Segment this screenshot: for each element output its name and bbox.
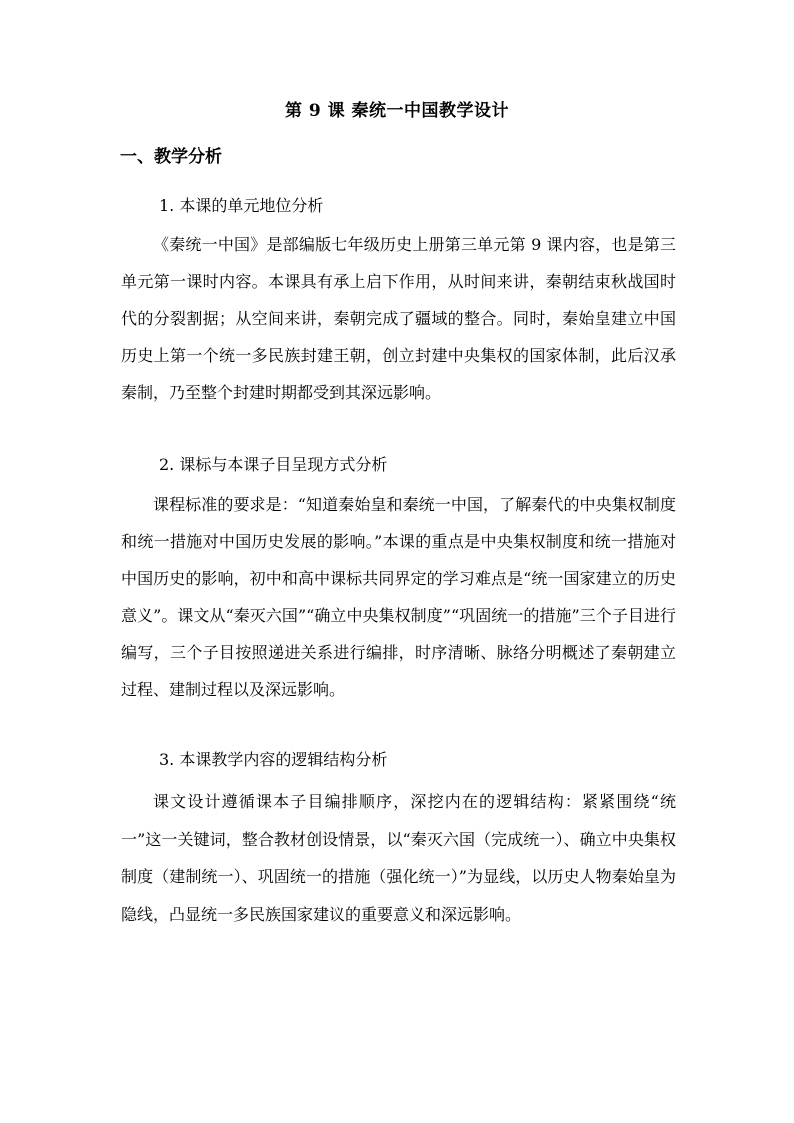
paragraph-curriculum-standard: 课程标准的要求是：“知道秦始皇和秦统一中国，了解秦代的中央集权制度和统一措施对中国历史发展的影响。”本课的重点是中央集权制度和统一措施对中国历史的影响，初中和高中课标共同界定的学习难点是“统一国家建立的历史意义”。课文从“秦灭六国”“确立中央集权制度”“巩固统一的措施”三个子目进行编写，三个子目按照递进关系进行编排，时序清晰、脉络分明概述了秦朝建立过程、建制过程以及深远影响。 (121, 495, 676, 699)
subheading-curriculum-standard: 2. 课标与本课子目呈现方式分析 (159, 455, 388, 474)
document-title: 第 9 课 秦统一中国教学设计 (284, 101, 510, 121)
subheading-logic-structure: 3. 本课教学内容的逻辑结构分析 (159, 750, 388, 769)
paragraph-unit-position: 《秦统一中国》是部编版七年级历史上册第三单元第 9 课内容，也是第三单元第一课时内容。本课具有承上启下作用，从时间来讲，秦朝结束秋战国时代的分裂割据；从空间来讲，秦朝完成了疆域的整合。同时，秦始皇建立中国历史上第一个统一多民族封建王朝，创立封建中央集权的国家体制，此后汉承秦制，乃至整个封建时期都受到其深远影响。 (121, 235, 676, 402)
section-heading-teaching-analysis: 一、教学分析 (120, 147, 222, 167)
subheading-unit-position: 1. 本课的单元地位分析 (159, 196, 324, 215)
paragraph-logic-structure: 课文设计遵循课本子目编排顺序，深挖内在的逻辑结构：紧紧围绕“统一”这一关键词，整合教材创设情景，以“秦灭六国（完成统一）、确立中央集权制度（建制统一）、巩固统一的措施（强化统一）”为显线，以历史人物秦始皇为隐线，凸显统一多民族国家建议的重要意义和深远影响。 (121, 792, 676, 924)
